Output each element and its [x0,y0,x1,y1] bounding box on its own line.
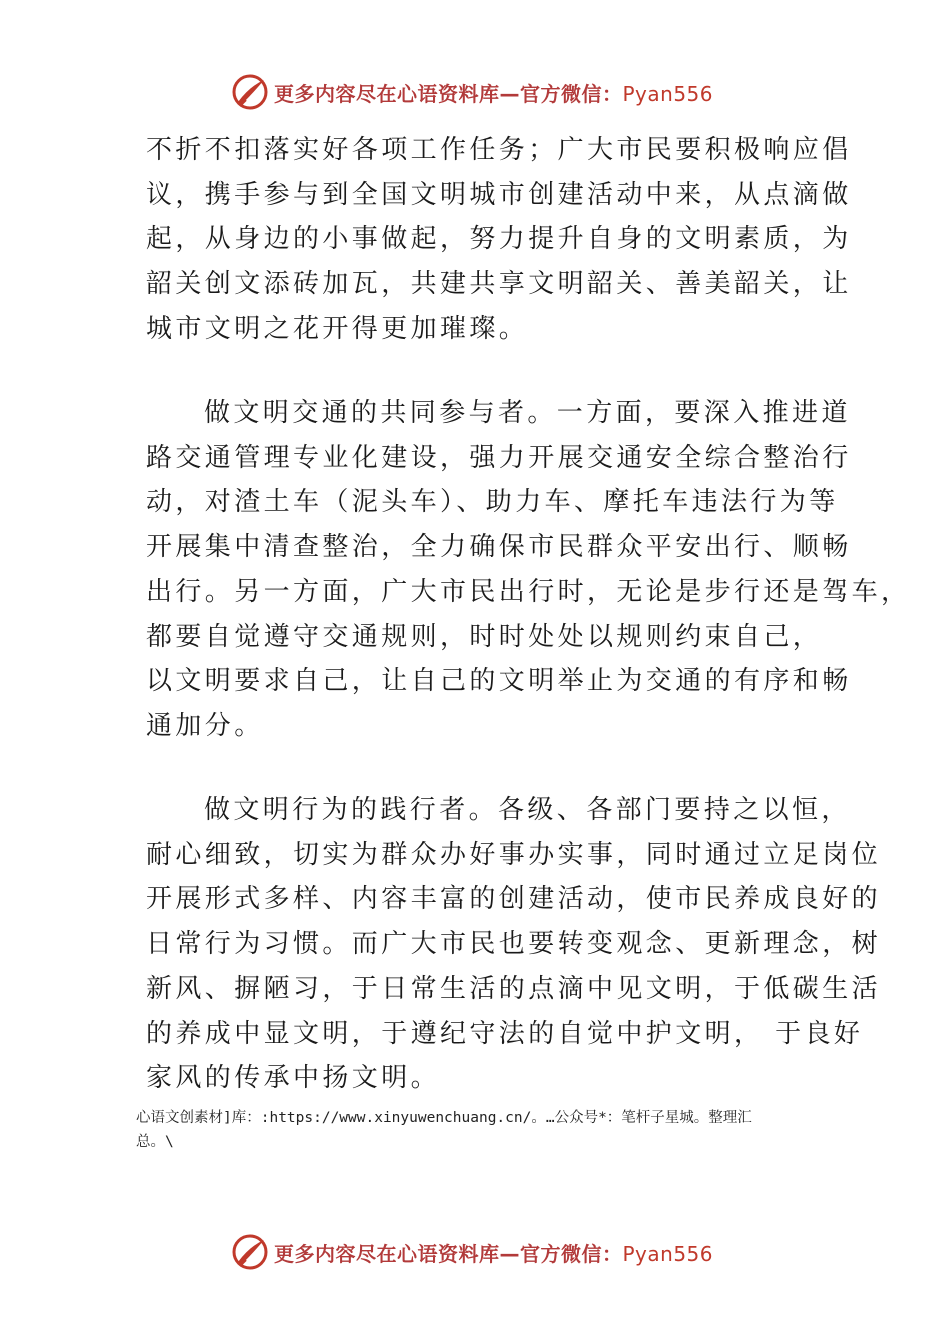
text-line: 以文明要求自己，让自己的文明举止为交通的有序和畅 [146,666,852,697]
text-line: 起，从身边的小事做起，努力提升自身的文明素质，为 [146,224,852,255]
text-line: 不折不扣落实好各项工作任务；广大市民要积极响应倡 [146,135,852,165]
footer-banner-text: 更多内容尽在心语资料库—官方微信：Pyan556 [274,1241,714,1266]
paragraph-1 [146,128,852,352]
text-line: 开展形式多样、内容丰富的创建活动，使市民养成良好的 [146,884,882,915]
text-line: 的养成中显文明，于遵纪守法的自觉中护文明， 于良好 [146,1018,864,1049]
text-line: 做文明行为的践行者。各级、各部门要持之以恒， [204,795,851,825]
text-line: 议，携手参与到全国文明城市创建活动中来，从点滴做 [146,179,852,210]
footer-note-line: 心语文创素材]库：:https://www.xinyuwenchuang.cn/。…公众号*：笔杆子星城。整理汇 [136,1110,752,1126]
footer-banner [230,1232,750,1272]
text-line: 通加分。 [146,710,264,741]
text-line: 耐心细致，切实为群众办好事办实事，同时通过立足岗位 [146,839,882,870]
footer-note-line: 总。\ [136,1134,174,1150]
text-line: 日常行为习惯。而广大市民也要转变观念、更新理念，树 [146,929,882,960]
pen-logo-icon [230,72,270,112]
text-line: 动，对渣土车（泥头车）、助力车、摩托车违法行为等 [146,487,839,518]
header-banner-text: 更多内容尽在心语资料库—官方微信：Pyan556 [274,81,714,106]
paragraph-2 [146,391,911,749]
text-line: 韶关创文添砖加瓦，共建共享文明韶关、善美韶关，让 [146,269,852,300]
text-line: 做文明交通的共同参与者。一方面，要深入推进道 [204,398,851,428]
text-line: 城市文明之花开得更加璀璨。 [146,313,529,344]
text-line: 出行。另一方面，广大市民出行时，无论是步行还是驾车， [146,576,911,607]
text-line: 开展集中清查整治，全力确保市民群众平安出行、顺畅 [146,532,852,563]
paragraph-3 [146,788,882,1101]
text-line: 路交通管理专业化建设，强力开展交通安全综合整治行 [146,442,852,473]
header-banner [230,72,750,112]
pen-logo-icon [230,1232,270,1272]
text-line: 都要自觉遵守交通规则，时时处处以规则约束自己， [146,621,823,652]
footer-note [136,1106,836,1154]
text-line: 新风、摒陋习，于日常生活的点滴中见文明，于低碳生活 [146,973,882,1004]
text-line: 家风的传承中扬文明。 [146,1063,441,1094]
